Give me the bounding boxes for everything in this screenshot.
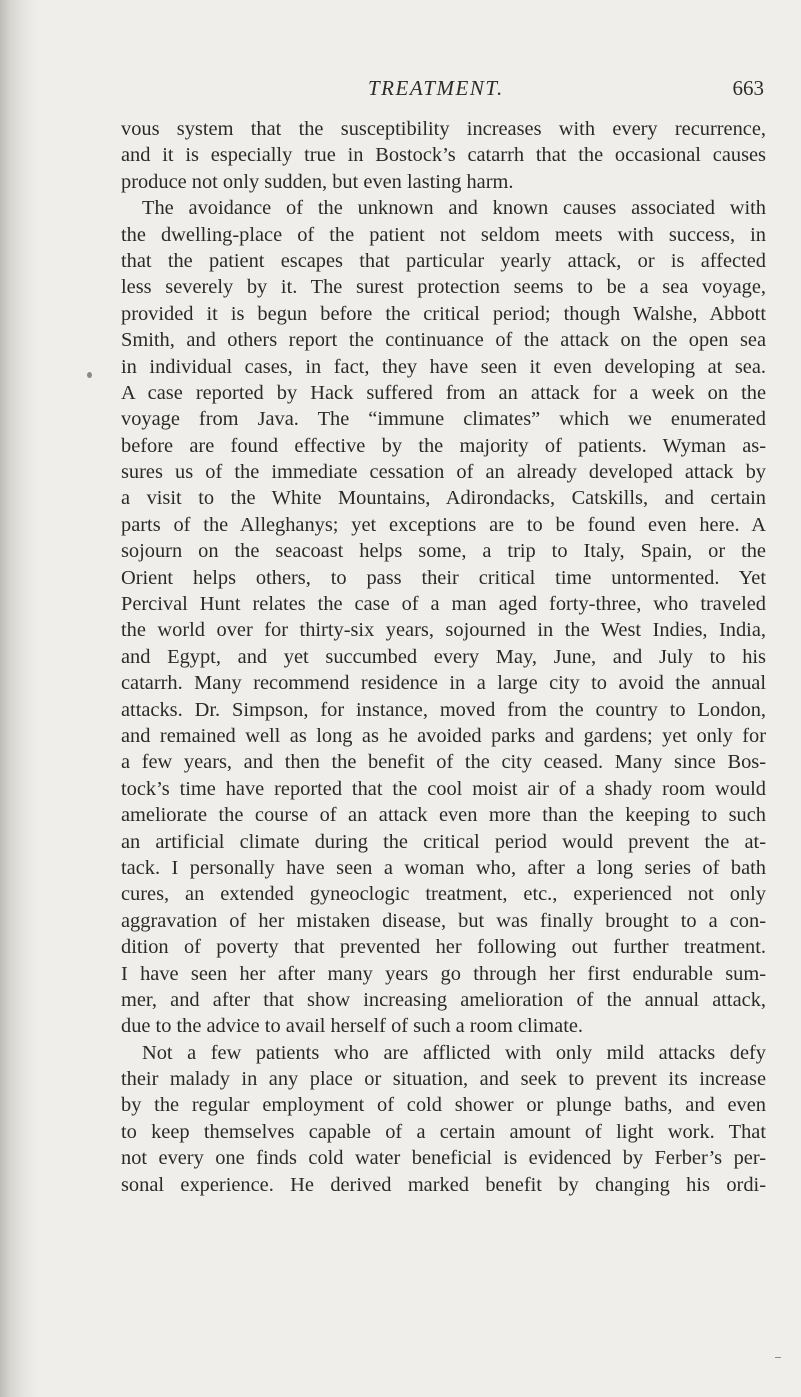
text-line: mer, and after that show increasing amelioration of the annual attack, (121, 988, 766, 1011)
text-line: tock’s time have reported that the cool moist air of a shady room would (121, 777, 766, 800)
running-head (0, 76, 801, 106)
text-line: and remained well as long as he avoided parks and gardens; yet only for (121, 724, 766, 747)
text-line: Orient helps others, to pass their critical time untormented. Yet (121, 566, 766, 589)
text-line: tack. I personally have seen a woman who, after a long series of bath (121, 856, 766, 879)
text-line: in individual cases, in fact, they have seen it even developing at sea. (121, 355, 766, 378)
text-line: attacks. Dr. Simpson, for instance, moved from the country to London, (121, 698, 766, 721)
text-line: before are found effective by the majority of patients. Wyman as- (121, 434, 766, 457)
text-line: the dwelling-place of the patient not seldom meets with success, in (121, 223, 766, 246)
text-line: aggravation of her mistaken disease, but was finally brought to a con- (121, 909, 766, 932)
text-line: Smith, and others report the continuance of the attack on the open sea (121, 329, 766, 352)
text-line: catarrh. Many recommend residence in a large city to avoid the annual (121, 672, 766, 695)
text-line: ameliorate the course of an attack even more than the keeping to such (121, 804, 766, 827)
text-line: and it is especially true in Bostock’s catarrh that the occasional causes (121, 144, 766, 167)
text-line: The avoidance of the unknown and known causes associated with (142, 197, 766, 220)
text-line: the world over for thirty-six years, sojourned in the West Indies, India, (121, 619, 766, 642)
text-line: sonal experience. He derived marked benefit by changing his ordi- (121, 1173, 766, 1196)
text-line: not every one finds cold water beneficial is evidenced by Ferber’s per- (121, 1147, 766, 1170)
text-line: Percival Hunt relates the case of a man aged forty-three, who traveled (121, 593, 766, 616)
text-line: vous system that the susceptibility increases with every recurrence, (121, 118, 766, 140)
text-line: a few years, and then the benefit of the city ceased. Many since Bos- (121, 751, 766, 774)
text-line: Not a few patients who are afflicted with only mild attacks defy (142, 1041, 766, 1064)
text-line: an artificial climate during the critical period would prevent the at- (121, 830, 766, 853)
text-line: by the regular employment of cold shower or plunge baths, and even (121, 1094, 766, 1117)
text-line: that the patient escapes that particular yearly attack, or is affected (121, 249, 766, 272)
text-line: less severely by it. The surest protection seems to be a sea voyage, (121, 276, 766, 299)
margin-speck (775, 1357, 781, 1358)
text-line: produce not only sudden, but even lasting harm. (121, 170, 514, 193)
text-line: parts of the Alleghanys; yet exceptions are to be found even here. A (121, 513, 766, 536)
page-number: 663 (732, 76, 764, 100)
text-line: I have seen her after many years go through her first endurable sum- (121, 962, 766, 985)
body-text (121, 116, 766, 1198)
text-line: cures, an extended gyneoclogic treatment, etc., experienced not only (121, 883, 766, 906)
text-line: to keep themselves capable of a certain amount of light work. That (121, 1120, 766, 1143)
text-line: due to the advice to avail herself of such a room climate. (121, 1015, 584, 1038)
text-line: A case reported by Hack suffered from an attack for a week on the (121, 381, 766, 404)
text-line: sures us of the immediate cessation of an already developed attack by (121, 461, 766, 484)
running-title: TREATMENT. (368, 76, 504, 100)
text-line: their malady in any place or situation, and seek to prevent its increase (121, 1068, 766, 1091)
text-line: sojourn on the seacoast helps some, a trip to Italy, Spain, or the (121, 540, 766, 563)
text-line: provided it is begun before the critical period; though Walshe, Abbott (121, 302, 766, 325)
text-line: a visit to the White Mountains, Adirondacks, Catskills, and certain (121, 487, 766, 510)
margin-speck (87, 372, 92, 378)
text-line: voyage from Java. The “immune climates” which we enumerated (121, 408, 766, 431)
text-line: and Egypt, and yet succumbed every May, June, and July to his (121, 645, 766, 668)
text-line: dition of poverty that prevented her following out further treatment. (121, 936, 766, 959)
